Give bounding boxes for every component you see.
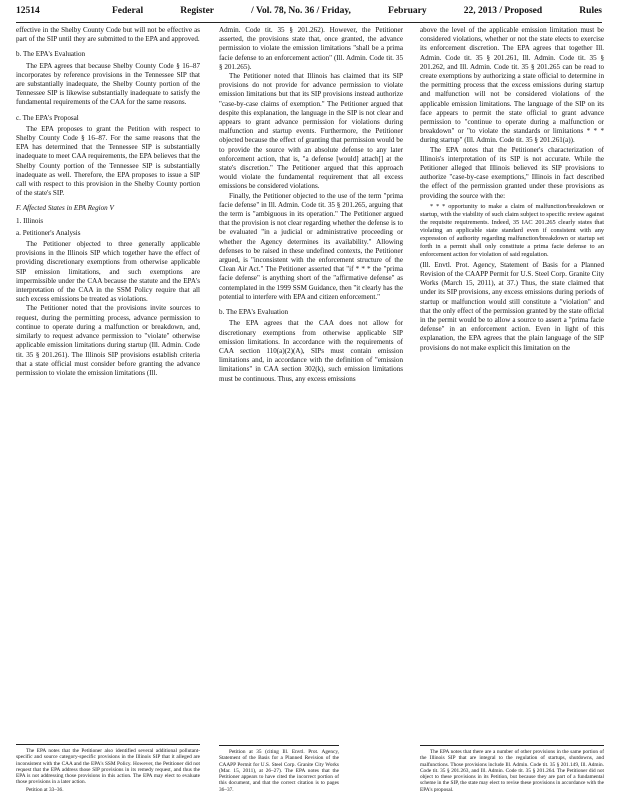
paragraph: Finally, the Petitioner objected to the use of the term "prima facie defense" in Ill. Admin. Code tit. 35 § 201.265, arguing that the term is "ambiguous in its operation." The Petitioner argued that the provision is not clear regarding whether the defense is to be evaluated "in a judicial or administrative proceeding or whether the Agency determines its availability." Allowing defenses to be raised in these undefined contexts, the Petitioner argued, is "inconsistent with the enforcement structure of the Clean Air Act." The Petitioner asserted that "if * * * the "prima facie defense" is anything short of the "affirmative defense" as contemplated in the 1999 SSM Guidance, then "it clearly has the potential to interfere with EPA and citizen enforcement." [219,191,403,301]
section-heading: b. The EPA's Evaluation [219,308,289,317]
column-3 [420,26,604,794]
footnote: The EPA notes that there are a number of other provisions in the same portion of the Illinois SIP that are integral to the regulation of startups, shutdowns, and malfunctions. Those provisions include Ill. Admin. Code tit. 35 § 201.149, Ill. Admin. Code tit. 35 § 201.263, and Ill. Admin. Code tit. 35 § 201.264. The Petitioner did not object to these provisions in its Petition, but because they are part of a fundamental scheme in the SIP, the state may elect to revise these provisions in accordance with the EPA's proposal. [420,748,604,793]
running-head-item: 22, 2013 / Proposed [463,6,543,16]
paragraph: The EPA agrees that the CAA does not allow for discretionary exemptions from otherwise applicable SIP emission limitations. In accordance with the requirements of CAA section 110(a)(2)(A), SIPs must contain emission limitations and, in accordance with the definition of "emission limitations" in CAA section 302(k), such emission limitations must be continuous. Thus, any excess emissions [219,319,403,383]
running-head-item: Federal [112,6,144,16]
paragraph: effective in the Shelby County Code but will not be effective as part of the SIP until they are submitted to the EPA and approved. [16,26,200,44]
block-quote [420,203,604,259]
quote-text: * * * opportunity to make a claim of malfunction/breakdown or startup, with the viability of such claim subject to specific review against the requisite requirements. Indeed, 35 IAC 201.265 clearly states that violating an applicable state standard even if consistent with any expression of authority regarding malfunction/breakdown or startup set forth in a permit shall only constitute a prima facie defense to an enforcement action for violation of said regulation. [420,202,604,258]
footnote: The EPA notes that the Petitioner also identified several additional pollutant-specific and source category-specific provisions in the Illinois SIP that it alleged are inconsistent with the CAA and the EPA's SSM Policy. However, the Petitioner did not request that the EPA address those SIP provisions in its remedy request, and thus the EPA is not addressing those provisions in this action. The EPA may elect to evaluate those provisions in a later action. [16,747,200,786]
paragraph: (Ill. Envtl. Prot. Agency, Statement of Basis for a Planned Revision of the CAAPP Permit for U.S. Steel Corp. Granite City Works (March 15, 2011), at 37.) Thus, the state claimed that under its SIP provisions, any excess emissions during periods of startup or malfunction would still constitute a "violation" and that the only effect of the permission granted by the state official in the permit would be to allow a source to assert a "prima facie defense" in an enforcement action. Even in light of this explanation, the EPA agrees that the plain language of the SIP provisions do not make explicit this limitation on the [420,260,604,352]
page-number: 12514 [16,6,40,16]
paragraph: The EPA agrees that because Shelby County Code § 16–87 incorporates by reference provisions in the Tennessee SIP that are substantially inadequate, the Shelby County portion of the Tennessee SIP is likewise substantially inadequate to satisfy the fundamental requirements of the CAA for the same reasons. [16,61,200,107]
section-heading: 1. Illinois [16,216,44,225]
section-heading: c. The EPA's Proposal [16,113,79,122]
section-heading: F. Affected States in EPA Region V [16,204,114,213]
footnotes [219,745,339,794]
column-1 [16,26,200,794]
running-head-item: Register [180,6,215,16]
footnote: Petition at 33–36. [26,786,64,793]
running-head-item: February [388,6,427,16]
running-head-item: / Vol. 78, No. 36 / Friday, [251,6,351,16]
column-2 [219,26,403,794]
page-header [16,6,602,20]
footnotes [420,745,604,794]
paragraph: above the level of the applicable emission limitation must be considered violations, whether or not the state elects to exercise its enforcement discretion. The EPA agrees that together Ill. Admin. Code tit. 35 § 201.261, Ill. Admin. Code tit. 35 § 201.262, and Ill. Admin. Code tit. 35 § 201.265 can be read to create exemptions by authorizing a state official to determine in the permitting process that the excess emissions during startup and malfunction will not be considered violations of the applicable emission limitations. The language of the SIP on its face appears to permit the state official to grant advance permission to "continue to operate during a malfunction or breakdown" or "to violate the standards or limitations * * * during startup" (Ill. Admin. Code tit. 35 § 201.261(a)). [420,26,604,145]
paragraph: The Petitioner objected to three generally applicable provisions in the Illinois SIP which together have the effect of providing discretionary exemptions from otherwise applicable SIP emission limitations, and such exemptions are impermissible under the CAA because the statute and the EPA's interpretation of the CAA in the SSM Policy require that all such excess emissions be treated as violations. [16,240,200,304]
paragraph: The EPA proposes to grant the Petition with respect to Shelby County Code § 16–87. For the same reasons that the EPA has determined that the Tennessee SIP is substantially inadequate to meet CAA requirements, the EPA believes that the Shelby County portion of the Tennessee SIP is substantially inadequate as well. Therefore, the EPA proposes to issue a SIP call with respect to this provision in the Shelby County portion of the state's SIP. [16,124,200,198]
header-rule [16,22,602,23]
paragraph: Admin. Code tit. 35 § 201.262). However, the Petitioner asserted, the provisions state that, once granted, the advance permission to violate the emission limitations "shall be a prima facie defense to an enforcement action" (Ill. Admin. Code tit. 35 § 201.265). [219,26,403,71]
paragraph: The Petitioner noted that Illinois has claimed that its SIP provisions do not provide for advance permission to violate emission limitations but that its SIP provisions instead authorize "case-by-case claims of exemption." The Petitioner argued that despite this explanation, the language in the SIP is not clear and appears to grant advance permission for violations during malfunction and startup events. Furthermore, the Petitioner objected because the effect of granting that permission would be to provide the source with an absolute defense to any later enforcement action, that is, "a defense [would] attach[] at the state's discretion." The Petitioner argued that this approach would violate the fundamental requirement that all excess emissions be considered violations. [219,72,403,191]
section-heading: a. Petitioner's Analysis [16,228,81,237]
running-head [112,6,602,16]
running-head-item: Rules [579,6,602,16]
section-heading: b. The EPA's Evaluation [16,50,86,59]
paragraph: The EPA notes that the Petitioner's characterization of Illinois's interpretation of its SIP is not accurate. While the Petitioner alleged that Illinois believed its SIP provisions to authorize "case-by-case exemptions," Illinois in fact described the effect of the permission granted under these provisions as providing the source with the: [420,145,604,200]
paragraph: The Petitioner noted that the provisions invite sources to request, during the permitting process, advance permission to continue to operate during a malfunction or breakdown, and, similarly to request advance permission to "violate" otherwise applicable emission limitations during startup (Ill. Admin. Code tit. 35 § 201.261). The Illinois SIP provisions establish criteria that a state official must consider before granting the advance permission to violate the emission limitations (Ill. [16,304,200,377]
footnote: Petition at 35 (citing Ill. Envtl. Prot. Agency, Statement of the Basis for a Planned Revision of the CAAPP Permit for U.S. Steel Corp. Granite City Works (Mar. 15, 2011), at 26–27). The EPA notes that the Petitioner appears to have cited the incorrect portion of this document, and that the correct citation is to pages 36–37. [219,748,339,793]
footnotes [16,744,200,794]
